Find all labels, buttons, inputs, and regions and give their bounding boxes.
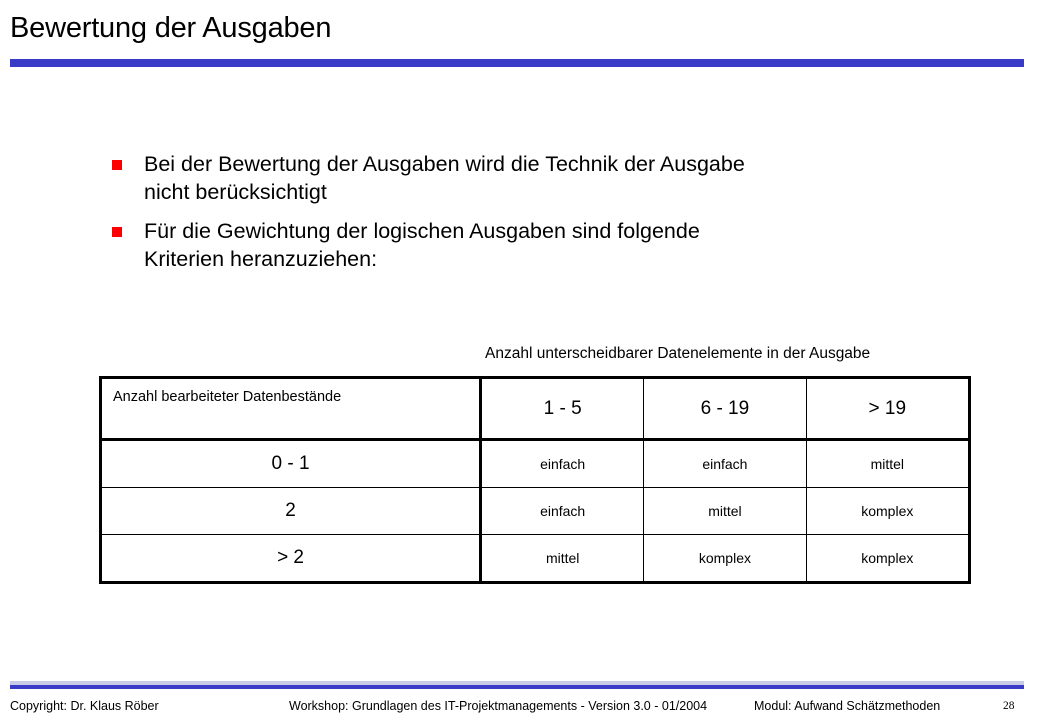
corner-label: Anzahl bearbeiteter Datenbestände — [101, 378, 481, 440]
criteria-table — [99, 376, 971, 584]
footer-rule — [10, 685, 1024, 689]
footer-workshop: Workshop: Grundlagen des IT-Projektmanagements - Version 3.0 - 01/2004 — [289, 699, 708, 713]
bullet-item — [108, 150, 928, 206]
bullet-text-line: Bei der Bewertung der Ausgaben wird die Technik der Ausgabe — [144, 152, 745, 176]
bullet-list — [108, 150, 928, 284]
footer-module: Modul: Aufwand Schätzmethoden — [754, 699, 941, 713]
column-header: 1 - 5 — [481, 378, 644, 440]
table-caption: Anzahl unterscheidbarer Datenelemente in der Ausgabe — [485, 345, 871, 362]
row-header: 0 - 1 — [101, 440, 481, 488]
table-cell: einfach — [644, 440, 806, 488]
table-cell: komplex — [644, 535, 806, 583]
table-cell: einfach — [481, 440, 644, 488]
table-cell: einfach — [481, 488, 644, 535]
table-header-row — [101, 378, 970, 440]
table-cell: mittel — [644, 488, 806, 535]
column-header: > 19 — [806, 378, 969, 440]
bullet-text-line: Für die Gewichtung der logischen Ausgaben sind folgende — [144, 219, 700, 243]
bullet-text-line: nicht berücksichtigt — [144, 180, 327, 204]
footer-copyright: Copyright: Dr. Klaus Röber — [10, 699, 159, 713]
table-cell: mittel — [806, 440, 969, 488]
bullet-text-line: Kriterien heranzuziehen: — [144, 247, 378, 271]
table-row — [101, 535, 970, 583]
title-rule — [10, 59, 1024, 67]
row-header: 2 — [101, 488, 481, 535]
table-row — [101, 488, 970, 535]
slide-title: Bewertung der Ausgaben — [10, 12, 332, 44]
table-cell: komplex — [806, 535, 969, 583]
table-cell: komplex — [806, 488, 969, 535]
row-header: > 2 — [101, 535, 481, 583]
page-number: 28 — [1003, 700, 1015, 712]
column-header: 6 - 19 — [644, 378, 806, 440]
square-bullet-icon — [112, 160, 122, 170]
table-cell: mittel — [481, 535, 644, 583]
square-bullet-icon — [112, 227, 122, 237]
bullet-item — [108, 217, 928, 273]
table-row — [101, 440, 970, 488]
